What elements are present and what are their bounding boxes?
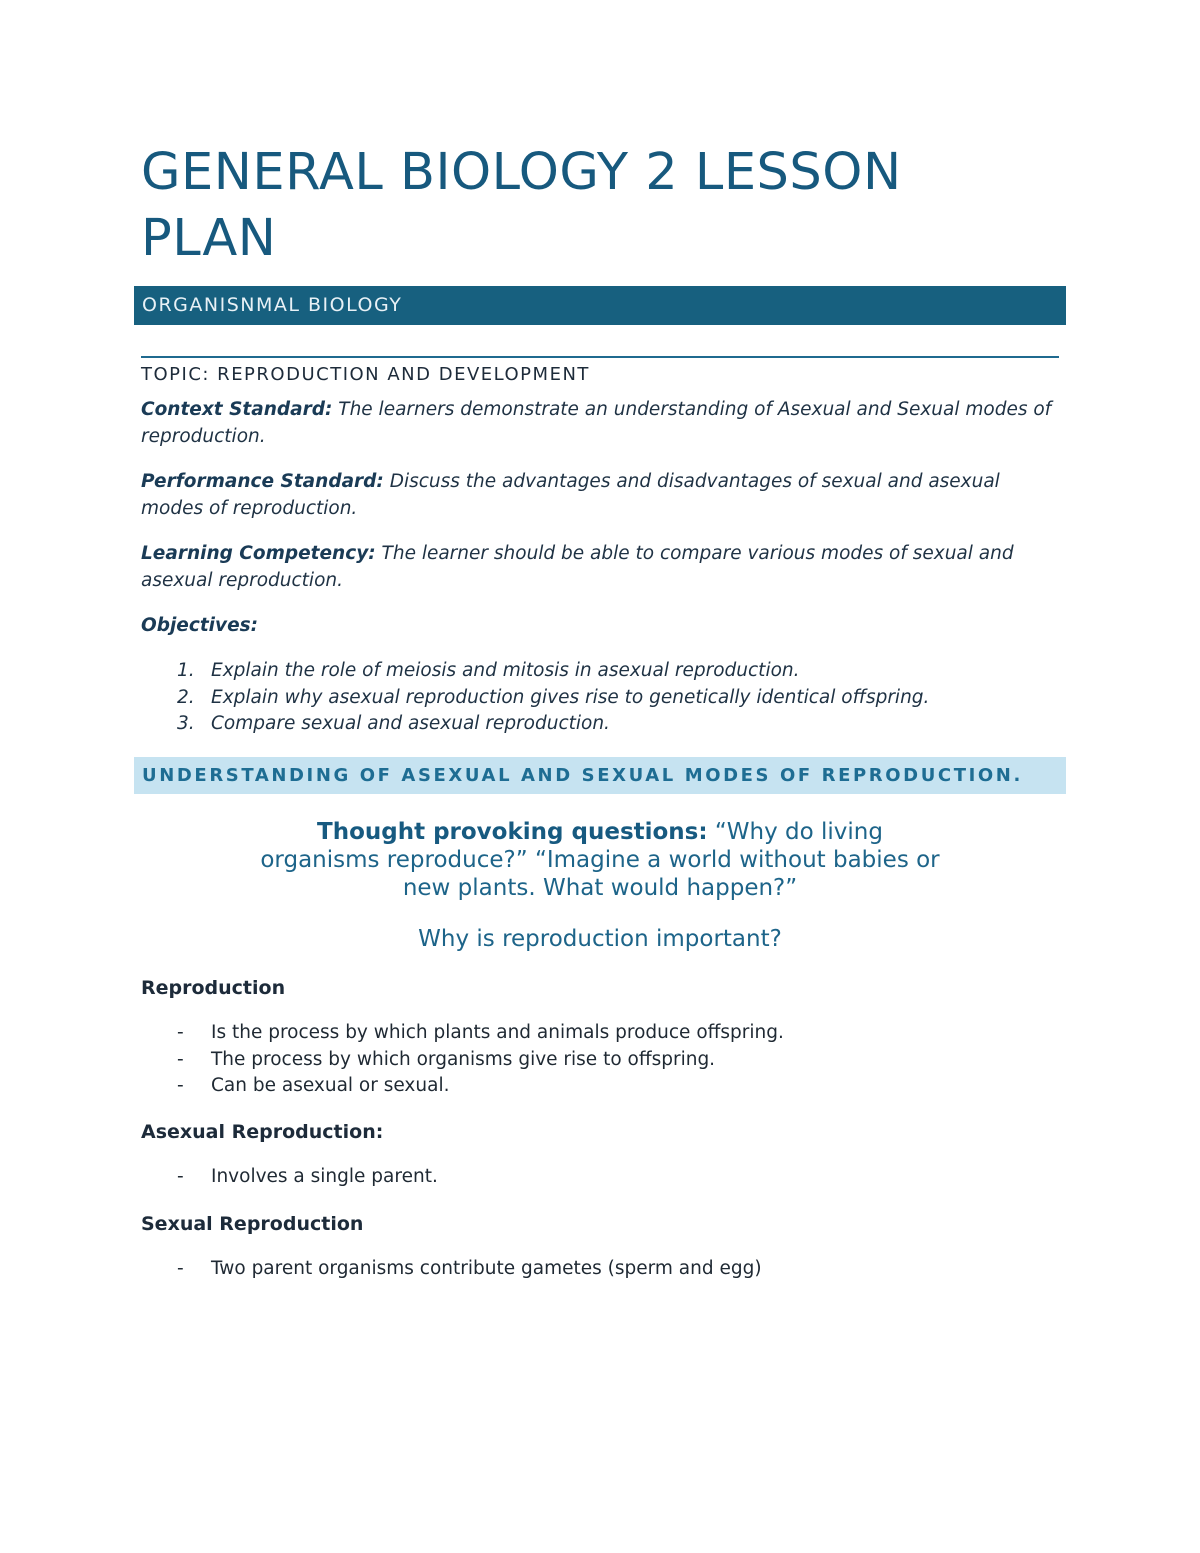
- dash-bullet: -: [177, 1075, 184, 1096]
- objectives-heading: Objectives:: [141, 615, 259, 636]
- context-standard-text: The learners demonstrate an understanding of Asexual and Sexual modes of reproduction.: [141, 399, 1052, 447]
- list-item: [141, 1047, 784, 1074]
- list-item: [141, 1020, 784, 1047]
- thought-provoking-questions: [200, 818, 1000, 902]
- list-item-text: Can be asexual or sexual.: [211, 1075, 450, 1096]
- objective-number: 1.: [177, 660, 195, 681]
- objective-number: 2.: [177, 686, 195, 708]
- objective-text: Compare sexual and asexual reproduction.: [211, 713, 610, 734]
- objectives-list: [141, 658, 929, 738]
- learning-competency-text: The learner should be able to compare various modes of sexual and asexual reproduction.: [141, 543, 1014, 591]
- sexual-reproduction-heading: Sexual Reproduction: [141, 1213, 364, 1235]
- learning-competency: [141, 540, 1061, 594]
- thought-question-line-1: “Why do living: [707, 819, 883, 845]
- performance-standard: [141, 468, 1061, 522]
- thought-questions-label: Thought provoking questions:: [317, 819, 708, 845]
- dash-bullet: -: [177, 1022, 184, 1043]
- context-standard-label: Context Standard:: [141, 399, 333, 420]
- topic-heading: TOPIC: REPRODUCTION AND DEVELOPMENT: [141, 364, 590, 385]
- objective-text: Explain the role of meiosis and mitosis in asexual reproduction.: [211, 660, 800, 681]
- asexual-reproduction-heading: Asexual Reproduction:: [141, 1121, 384, 1143]
- sexual-reproduction-list: [141, 1256, 762, 1283]
- asexual-reproduction-list: [141, 1164, 438, 1191]
- reproduction-heading: Reproduction: [141, 977, 286, 999]
- learning-competency-label: Learning Competency:: [141, 543, 376, 564]
- list-item: [141, 711, 929, 738]
- dash-bullet: -: [177, 1166, 184, 1187]
- page-title: GENERAL BIOLOGY 2 LESSON PLAN: [141, 143, 902, 268]
- context-standard: [141, 396, 1061, 450]
- section-band-organismal-biology: ORGANISNMAL BIOLOGY: [134, 286, 1066, 325]
- list-item: [141, 685, 929, 712]
- list-item-text: Involves a single parent.: [211, 1166, 438, 1187]
- objective-number: 3.: [177, 713, 195, 734]
- objective-text: Explain why asexual reproduction gives rise to genetically identical offspring.: [211, 686, 930, 708]
- list-item: [141, 1164, 438, 1191]
- performance-standard-label: Performance Standard:: [141, 471, 384, 492]
- list-item: [141, 1256, 762, 1283]
- topic-divider: [141, 356, 1059, 358]
- thought-question-line-2: organisms reproduce?” “Imagine a world without babies or: [260, 847, 940, 873]
- list-item: [141, 658, 929, 685]
- list-item-text: Two parent organisms contribute gametes (sperm and egg): [211, 1258, 762, 1279]
- list-item-text: Is the process by which plants and animals produce offspring.: [211, 1022, 784, 1043]
- section-band-understanding: UNDERSTANDING OF ASEXUAL AND SEXUAL MODES OF REPRODUCTION.: [134, 757, 1066, 794]
- list-item: [141, 1073, 784, 1100]
- thought-question-line-3: new plants. What would happen?”: [402, 875, 798, 901]
- performance-standard-text: Discuss the advantages and disadvantages of sexual and asexual modes of reproduction.: [141, 471, 1000, 519]
- reproduction-list: [141, 1020, 784, 1100]
- list-item-text: The process by which organisms give rise to offspring.: [211, 1048, 716, 1070]
- dash-bullet: -: [177, 1258, 184, 1279]
- why-reproduction-question: Why is reproduction important?: [418, 926, 782, 952]
- dash-bullet: -: [177, 1048, 184, 1070]
